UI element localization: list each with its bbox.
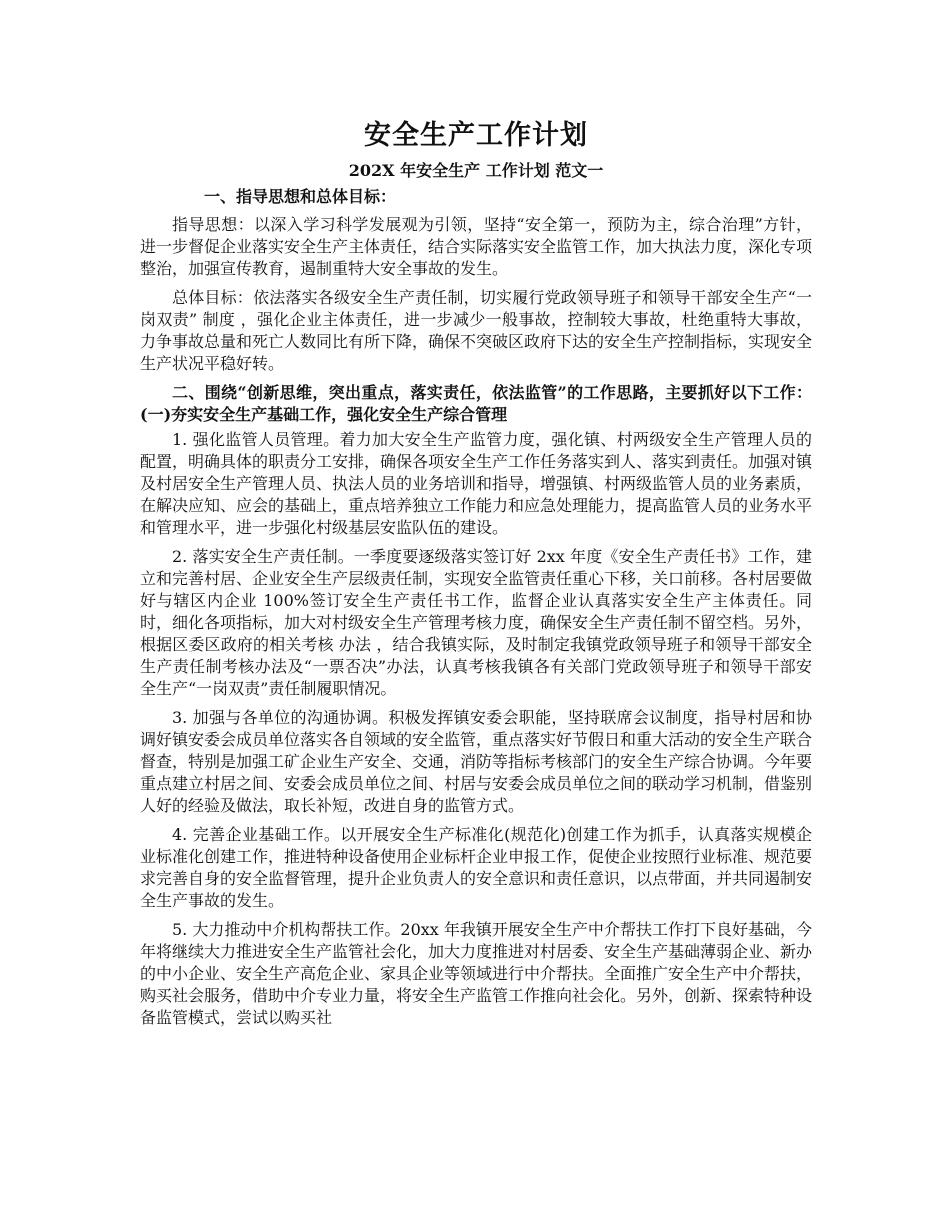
paragraph-item-1: 1. 强化监管人员管理。着力加大安全生产监管力度，强化镇、村两级安全生产管理人员的配置，明确具体的职责分工安排，确保各项安全生产工作任务落实到人、落实到责任。加强对镇及村居安全生产管理人员、执法人员的业务培训和指导，增强镇、村两级监管人员的业务素质，在解决应知、应会的基础上，重点培养独立工作能力和应急处理能力，提高监管人员的业务水平和管理水平，进一步强化村级基层安监队伍的建设。	[140, 430, 813, 537]
paragraph-item-2: 2. 落实安全生产责任制。一季度要逐级落实签订好 2xx 年度《安全生产责任书》工作，建立和完善村居、企业安全生产层级责任制，实现安全监管责任重心下移，关口前移。各村居要做好与辖区内企业 100%签订安全生产责任书工作，监督企业认真落实安全生产主体责任。同时，细化各项指标，加大对村级安全生产管理考核力度，确保安全生产责任制不留空档。另外，根据区委区政府的相关考核 办法 ，结合我镇实际，及时制定我镇党政领导班子和领导干部安全生产责任制考核办法及“一票否决”办法，认真考核我镇各有关部门党政领导班子和领导干部安全生产“一岗双责”责任制履职情况。	[140, 547, 813, 698]
paragraph-guiding-thought: 指导思想：以深入学习科学发展观为引领，坚持“安全第一，预防为主，综合治理”方针，进一步督促企业落实安全生产主体责任，结合实际落实安全监管工作，加大执法力度，深化专项整治，加强宣传教育，遏制重特大安全事故的发生。	[140, 215, 813, 278]
document-title: 安全生产工作计划	[364, 120, 588, 151]
paragraph-overall-goal: 总体目标：依法落实各级安全生产责任制，切实履行党政领导班子和领导干部安全生产“一岗双责” 制度 ，强化企业主体责任，进一步减少一般事故，控制较大事故，杜绝重特大事故，力争事故总量和死亡人数同比有所下降，确保不突破区政府下达的安全生产控制指标，实现安全生产状况平稳好转。	[140, 288, 813, 373]
paragraph-item-5: 5. 大力推动中介机构帮扶工作。20xx 年我镇开展安全生产中介帮扶工作打下良好基础，今年将继续大力推进安全生产监管社会化，加大力度推进对村居委、安全生产基础薄弱企业、新办的中小企业、安全生产高危企业、家具企业等领域进行中介帮扶。全面推广安全生产中介帮扶，购买社会服务，借助中介专业力量，将安全生产监管工作推向社会化。另外，创新、探索特种设备监管模式，尝试以购买社	[140, 920, 813, 1027]
document-subtitle: 202X 年安全生产 工作计划 范文一	[348, 161, 604, 180]
section-heading-1: 一、指导思想和总体目标：	[204, 187, 397, 206]
paragraph-item-4: 4. 完善企业基础工作。以开展安全生产标准化(规范化)创建工作为抓手，认真落实规模企业标准化创建工作，推进特种设备使用企业标杆企业申报工作，促使企业按照行业标准、规范要求完善自身的安全监督管理，提升企业负责人的安全意识和责任意识，以点带面，并共同遏制安全生产事故的发生。	[140, 825, 813, 910]
section-heading-2: 二、围绕“创新思维，突出重点，落实责任，依法监管”的工作思路，主要抓好以下工作： (一)夯实安全生产基础工作，强化安全生产综合管理	[140, 383, 812, 424]
paragraph-item-3: 3. 加强与各单位的沟通协调。积极发挥镇安委会职能，坚持联席会议制度，指导村居和协调好镇安委会成员单位落实各自领域的安全监管，重点落实好节假日和重大活动的安全生产联合督查，特别是加强工矿企业生产安全、交通，消防等指标考核部门的安全生产综合协调。今年要重点建立村居之间、安委会成员单位之间、村居与安委会成员单位之间的联动学习机制，借鉴别人好的经验及做法，取长补短，改进自身的监管方式。	[140, 708, 813, 815]
document-page	[140, 118, 812, 1036]
